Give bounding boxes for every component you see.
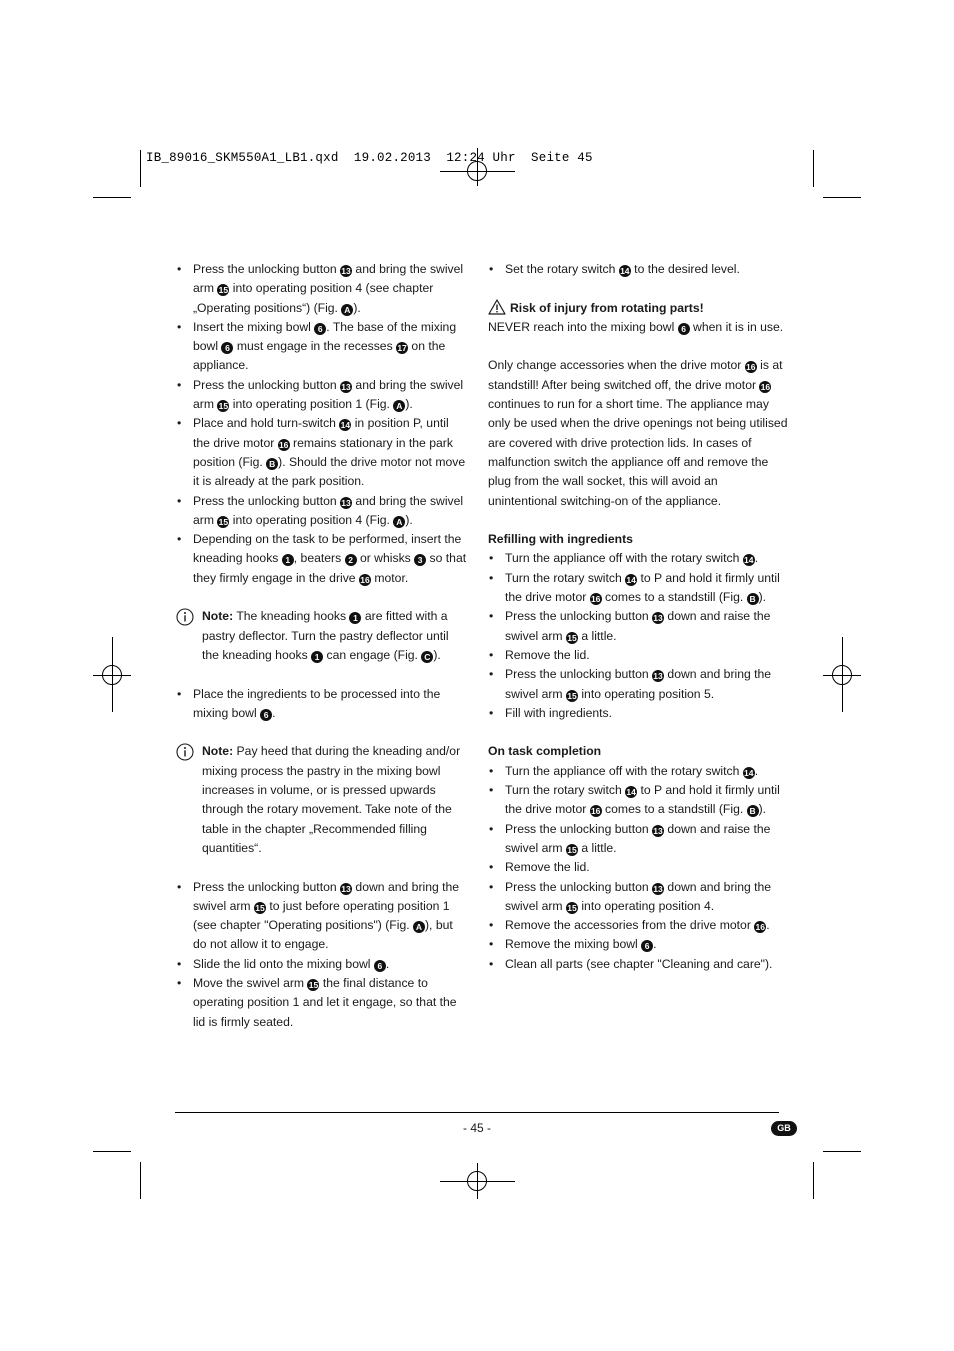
note-pastry-volume xyxy=(176,742,468,858)
reference-number: 6 xyxy=(641,940,653,952)
reference-number: 3 xyxy=(414,554,426,566)
note-text: The kneading hooks 1 are fitted with a pastry deflector. Turn the pastry deflector until the kneading hooks 1 can engage (Fig. C ). xyxy=(202,609,449,662)
list-item: • Press the unlocking button 13 and bring the swivel arm 15 into operating position 4 (see chapter „Operating positions“) (Fig. A ). xyxy=(176,260,468,318)
warning-heading xyxy=(488,299,788,318)
reference-number: 16 xyxy=(590,806,601,817)
info-icon xyxy=(176,743,194,761)
list-item: • Depending on the task to be performed, insert the kneading hooks 1 , beaters 2 or whisks 3 so that they firmly engage in the drive 16 motor. xyxy=(176,530,468,588)
reference-number: 13 xyxy=(653,825,663,836)
list-item: • Clean all parts (see chapter "Cleaning and care"). xyxy=(488,955,788,974)
reference-number: 6 xyxy=(314,323,326,335)
reference-number: 6 xyxy=(221,342,233,354)
list-item: • Turn the rotary switch 14 to P and hold it firmly until the drive motor 16 comes to a standstill (Fig. B ). xyxy=(488,569,788,608)
reference-number: 15 xyxy=(567,902,577,913)
reference-number: 15 xyxy=(308,979,319,990)
list-item: • Press the unlocking button 13 and bring the swivel arm 15 into operating position 4 (Fig. A ). xyxy=(176,492,468,531)
list-item: • Remove the accessories from the drive motor 16. xyxy=(488,916,788,935)
reference-number: A xyxy=(341,304,353,316)
warning-text: NEVER reach into the mixing bowl 6 when it is in use. xyxy=(488,319,784,334)
reference-number: 15 xyxy=(218,285,229,296)
country-badge: GB xyxy=(771,1121,797,1136)
reference-number: 15 xyxy=(567,844,577,855)
reference-number: 15 xyxy=(218,516,229,527)
reference-number: A xyxy=(393,400,405,412)
reference-number: 14 xyxy=(340,420,351,431)
reference-number: B xyxy=(747,593,759,605)
list-item: • Remove the lid. xyxy=(488,858,788,877)
reference-number: 15 xyxy=(567,690,577,701)
list-item: • Press the unlocking button 13 down and bring the swivel arm 15 into operating position 4. xyxy=(488,878,788,917)
reference-number: 2 xyxy=(345,554,357,566)
reference-number: A xyxy=(413,921,425,933)
completion-list xyxy=(488,762,788,974)
reference-number: 6 xyxy=(374,960,386,972)
reference-number: 15 xyxy=(255,902,265,913)
reference-number: 16 xyxy=(760,381,771,392)
completion-heading: On task completion xyxy=(488,744,602,759)
print-slug: IB_89016_SKM550A1_LB1.qxd 19.02.2013 12:24 Uhr Seite 45 xyxy=(146,151,593,165)
list-item: • Turn the appliance off with the rotary switch 14. xyxy=(488,762,788,781)
reference-number: 16 xyxy=(590,594,601,605)
left-list-3 xyxy=(176,878,468,1032)
reference-number: A xyxy=(393,516,405,528)
list-item: • Press the unlocking button 13 and bring the swivel arm 15 into operating position 1 (Fig. A ). xyxy=(176,376,468,415)
refill-heading: Refilling with ingredients xyxy=(488,532,633,547)
reference-number: 16 xyxy=(755,922,765,933)
left-list-2 xyxy=(176,685,468,724)
left-column xyxy=(176,260,468,1032)
list-item: • Press the unlocking button 13 down and bring the swivel arm 15 to just before operating position 1 (see chapter "Operating positions") (Fig. A ), but do not allow it to engage. xyxy=(176,878,468,955)
reference-number: B xyxy=(747,805,759,817)
reference-number: 6 xyxy=(678,323,690,335)
list-item: • Turn the appliance off with the rotary switch 14. xyxy=(488,549,788,568)
footer-divider xyxy=(175,1112,779,1113)
reference-number: 13 xyxy=(341,266,351,276)
reference-number: 6 xyxy=(260,709,272,721)
list-item: • Press the unlocking button 13 down and raise the swivel arm 15 a little. xyxy=(488,820,788,859)
reference-number: 1 xyxy=(311,651,323,663)
list-item: • Insert the mixing bowl 6 . The base of the mixing bowl 6 must engage in the recesses 17 on the appliance. xyxy=(176,318,468,376)
reference-number: 15 xyxy=(567,632,577,643)
reference-number: 14 xyxy=(620,266,630,276)
list-item: • Remove the mixing bowl 6 . xyxy=(488,935,788,954)
refill-list xyxy=(488,549,788,723)
reference-number: 14 xyxy=(626,574,636,585)
list-item: • Move the swivel arm 15 the final distance to operating position 1 and let it engage, so that the lid is firmly seated. xyxy=(176,974,468,1032)
list-item: • Remove the lid. xyxy=(488,646,788,665)
list-item: • Place the ingredients to be processed into the mixing bowl 6 . xyxy=(176,685,468,724)
reference-number: B xyxy=(266,458,278,470)
note-label: Note: xyxy=(202,744,234,759)
list-item: • Fill with ingredients. xyxy=(488,704,788,723)
info-icon xyxy=(176,608,194,626)
list-item: • Place and hold turn-switch 14 in position P, until the drive motor 16 remains stationary in the park position (Fig. B ). Should the drive motor not move it is already at the park position. xyxy=(176,414,468,491)
list-item: • Set the rotary switch 14 to the desired level. xyxy=(488,260,788,279)
reference-number: 16 xyxy=(746,362,756,373)
reference-number: C xyxy=(421,651,433,663)
right-column xyxy=(488,260,788,974)
reference-number: 15 xyxy=(218,401,229,412)
reference-number: 1 xyxy=(282,554,294,566)
note-kneading-hooks xyxy=(176,607,468,665)
reference-number: 13 xyxy=(341,883,351,894)
page-number: - 45 - xyxy=(462,1121,491,1135)
accessory-change-paragraph: Only change accessories when the drive motor 16 is at standstill! After being switched off, the drive motor 16 continues to run for a short time. The appliance may only be used when the drive openings not being utilised are covered with drive protection lids. In cases of malfunction switch the appliance off and remove the plug from the wall socket, this will avoid an unintentional switching-on of the appliance. xyxy=(488,358,788,508)
warning-title: Risk of injury from rotating parts! xyxy=(510,300,704,315)
list-item: • Slide the lid onto the mixing bowl 6 . xyxy=(176,955,468,974)
reference-number: 17 xyxy=(397,343,407,354)
reference-number: 13 xyxy=(341,381,351,392)
list-item: • Turn the rotary switch 14 to P and hold it firmly until the drive motor 16 comes to a standstill (Fig. B ). xyxy=(488,781,788,820)
reference-number: 13 xyxy=(341,497,351,508)
reference-number: 13 xyxy=(653,883,663,894)
reference-number: 13 xyxy=(653,613,663,624)
reference-number: 1 xyxy=(349,612,361,624)
list-item: • Press the unlocking button 13 down and raise the swivel arm 15 a little. xyxy=(488,607,788,646)
reference-number: 14 xyxy=(744,555,754,566)
note-text: Pay heed that during the kneading and/or mixing process the pastry in the mixing bowl increases in volume, or is pressed upwards through the rotary movement. Take note of the table in the chapter „Recommended filling quantities“. xyxy=(202,744,461,855)
note-label: Note: xyxy=(202,609,234,624)
reference-number: 16 xyxy=(360,574,370,585)
reference-number: 16 xyxy=(278,439,289,450)
right-list-1 xyxy=(488,260,788,279)
list-item: • Press the unlocking button 13 down and bring the swivel arm 15 into operating position 5. xyxy=(488,665,788,704)
reference-number: 13 xyxy=(653,671,663,682)
left-list-1 xyxy=(176,260,468,588)
reference-number: 14 xyxy=(744,767,754,778)
warning-triangle-icon xyxy=(488,299,506,315)
reference-number: 14 xyxy=(626,787,636,798)
